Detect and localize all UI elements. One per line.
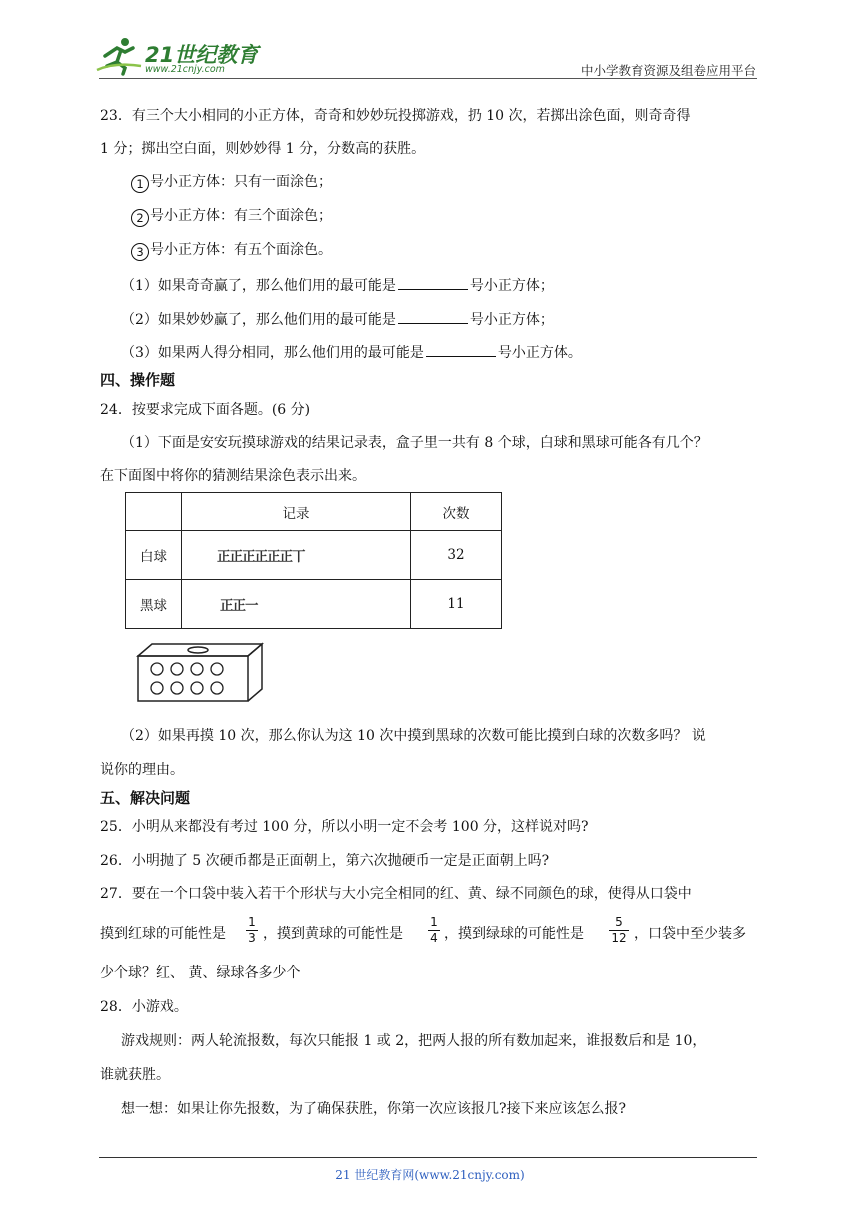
q28-rule1: 游戏规则：两人轮流报数，每次只能报 1 或 2，把两人报的所有数加起来，谁报数后和是 10， [121, 1033, 707, 1049]
header-divider [99, 78, 757, 79]
q24-line1: 24．按要求完成下面各题。(6 分) [100, 402, 311, 418]
table-header-cell: 记录 [182, 493, 411, 531]
q24-part2-line2: 说你的理由。 [100, 762, 184, 778]
cube-option-3 [131, 241, 332, 261]
sub-question-text: （2）如果妙妙赢了，那么他们用的最可能是 [121, 312, 396, 328]
q23-line1: 23．有三个大小相同的小正方体，奇奇和妙妙玩投掷游戏，扔 10 次，若掷出涂色面，则奇奇得 [100, 108, 691, 124]
sub-question-text: （3）如果两人得分相同，那么他们用的最可能是 [121, 345, 424, 361]
circled-number: 3 [131, 243, 149, 261]
ball-slot[interactable] [171, 682, 183, 694]
cube-option-text: 号小正方体：有三个面涂色； [150, 208, 332, 224]
ball-slot[interactable] [171, 663, 183, 675]
row-label: 黑球 [126, 580, 182, 629]
fraction-red [246, 916, 258, 945]
ball-slot[interactable] [151, 663, 163, 675]
box-opening [188, 647, 208, 653]
cube-option-1 [131, 173, 332, 193]
q23-sub2 [121, 310, 554, 329]
section-heading-5: 五、解决问题 [100, 789, 191, 807]
q27-seg2: ，摸到黄球的可能性是 [263, 926, 403, 942]
q24-part2-line1: （2）如果再摸 10 次，那么你认为这 10 次中摸到黑球的次数可能比摸到白球的次数多吗？ 说 [121, 728, 706, 744]
ball-slot[interactable] [211, 682, 223, 694]
record-table [125, 492, 502, 629]
tally-text: 正正正正正正丅 [217, 549, 305, 565]
cube-option-text: 号小正方体：只有一面涂色； [150, 174, 332, 190]
cube-option-2 [131, 207, 332, 227]
table-row [126, 580, 502, 629]
q27-seg4: ，口袋中至少装多 [634, 926, 746, 942]
footer-divider [99, 1157, 757, 1158]
q24-line3: 在下面图中将你的猜测结果涂色表示出来。 [100, 468, 366, 484]
q23-sub3 [121, 343, 582, 362]
row-count: 11 [411, 580, 502, 629]
site-logo [95, 36, 265, 78]
box-top [138, 644, 262, 656]
fraction-denominator: 12 [611, 931, 627, 945]
fraction-green [609, 916, 629, 945]
q27-seg3: ，摸到绿球的可能性是 [444, 926, 584, 942]
q28-line1: 28．小游戏。 [100, 999, 188, 1015]
sub-question-text: 号小正方体； [469, 278, 554, 294]
q26-text: 26．小明抛了 5 次硬币都是正面朝上，第六次抛硬币一定是正面朝上吗? [100, 853, 550, 869]
row-label: 白球 [126, 531, 182, 580]
ball-slot[interactable] [211, 663, 223, 675]
q23-line2: 1 分；掷出空白面，则妙妙得 1 分，分数高的获胜。 [100, 141, 426, 157]
q27-line1: 27．要在一个口袋中装入若干个形状与大小完全相同的红、黄、绿不同颜色的球，使得从口袋中 [100, 886, 692, 902]
q27-seg1: 摸到红球的可能性是 [100, 926, 226, 942]
tally-text: 正正一 [220, 598, 258, 614]
box-front [138, 656, 248, 701]
fraction-numerator: 5 [615, 915, 623, 929]
fraction-denominator: 3 [248, 931, 256, 945]
q24-line2: （1）下面是安安玩摸球游戏的结果记录表，盒子里一共有 8 个球，白球和黑球可能各有几个？ [121, 435, 708, 451]
answer-blank[interactable] [426, 343, 496, 357]
table-header-cell [126, 493, 182, 531]
ball-slot[interactable] [191, 682, 203, 694]
tally-marks [182, 580, 411, 629]
cube-option-text: 号小正方体：有五个面涂色。 [150, 242, 332, 258]
circled-number: 1 [131, 175, 149, 193]
answer-blank[interactable] [398, 276, 468, 290]
q25-text: 25．小明从来都没有考过 100 分，所以小明一定不会考 100 分，这样说对吗? [100, 819, 589, 835]
footer-text: 21 世纪教育网(www.21cnjy.com) [335, 1168, 525, 1182]
q27-line3: 少个球？红、 黄、绿球各多少个 [100, 965, 301, 981]
circled-number: 2 [131, 209, 149, 227]
fraction-denominator: 4 [430, 931, 438, 945]
ball-box-diagram [136, 640, 268, 708]
ball-slot[interactable] [151, 682, 163, 694]
logo-text: 21世纪教育 [145, 43, 259, 67]
box-side [248, 644, 262, 701]
sub-question-text: 号小正方体。 [497, 345, 582, 361]
q28-rule2: 谁就获胜。 [100, 1067, 170, 1083]
table-header-row [126, 493, 502, 531]
runner-logo-icon [95, 36, 145, 76]
logo-url: www.21cnjy.com [145, 64, 225, 75]
answer-blank[interactable] [398, 310, 468, 324]
row-count: 32 [411, 531, 502, 580]
page-header [0, 0, 860, 80]
fraction-yellow [428, 916, 440, 945]
q28-think: 想一想：如果让你先报数，为了确保获胜，你第一次应该报几?接下来应该怎么报? [121, 1101, 627, 1117]
table-row [126, 531, 502, 580]
ball-slot[interactable] [191, 663, 203, 675]
fraction-numerator: 1 [248, 915, 256, 929]
section-heading-4: 四、操作题 [100, 371, 176, 389]
q23-sub1 [121, 276, 554, 295]
table-header-cell: 次数 [411, 493, 502, 531]
sub-question-text: （1）如果奇奇赢了，那么他们用的最可能是 [121, 278, 396, 294]
tally-marks [182, 531, 411, 580]
fraction-numerator: 1 [430, 915, 438, 929]
platform-name: 中小学教育资源及组卷应用平台 [580, 63, 756, 78]
sub-question-text: 号小正方体； [469, 312, 554, 328]
